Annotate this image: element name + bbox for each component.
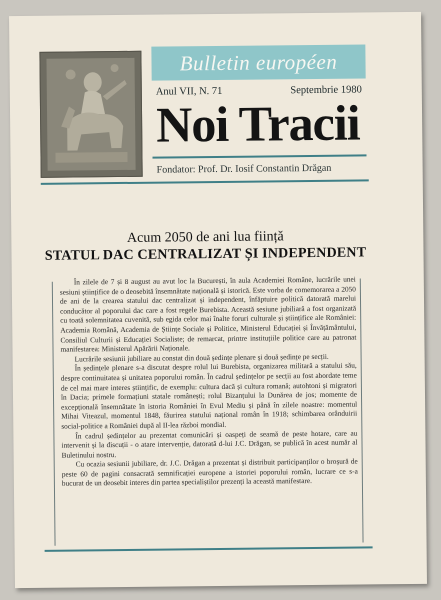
issue-date: Septembrie 1980 xyxy=(290,84,362,97)
article-paragraph: În cadrul ședințelor au prezentat comunicări și oaspeți de seamă de peste hotare, care au intervenit și la discuții - o atare intervenție, datorată d-lui J.C. Drăgan, se publică în acest număr al Buletinului nostru. xyxy=(61,428,358,460)
column-rule-right xyxy=(360,279,364,543)
issue-number: Anul VII, N. 71 xyxy=(155,85,223,98)
article-headline: STATUL DAC CENTRALIZAT ȘI INDEPENDENT xyxy=(44,245,367,264)
bottom-rule xyxy=(45,546,373,551)
article-paragraph: Lucrările sesiunii jubiliare au constat din două ședințe plenare și două ședințe pe secții. xyxy=(74,351,329,364)
header-rule xyxy=(41,179,369,184)
article-paragraph: În ședințele plenare s-a discutat despre rolul lui Burebista, organizarea militară a statului său, despre continuitatea și unitatea poporului român. În cadrul ședințelor pe secții au fost abordate teme de cel mai mare interes științific, de exemplu: cultura dacă și cultura romană; autohtoni și migratori în Dacia; primele formațiuni statale românești; rolul Bizanțului la Dunărea de jos; momente de excepțională însemnătate în istoria României în Evul Mediu și până în zilele noastre: momentul Mihai Viteazul, momentul 1848, făurirea statului național român în 1918; schimbarea orânduirii social-politice a României după al II-lea război mondial. xyxy=(60,360,358,431)
bulletin-page xyxy=(9,12,427,588)
dacian-horseman-relief-icon xyxy=(40,52,141,177)
article-kicker: Acum 2050 de ani lua ființă xyxy=(126,229,284,246)
article-paragraph: În zilele de 7 și 8 august au avut loc la București, în aula Academiei Române, lucrările unei sesiuni științifice de o deosebită însemnătate națională și istorică. Este vorba de comemorarea a 2050 de ani de la crearea statului dac centralizat și independent, înfăptuire politică datorată marelui conducător al poporului dac care a fost regele Burebista. Această sesiune jubiliară a fost organizată cu toată solemnitatea cuvenită, sub egida celor mai înalte foruri culturale și științifice ale României: Academia Română, Academia de Științe Sociale și Politice, Ministerul Educației și Învățământului, Consiliul Culturii și Educației Socialiste; de remarcat, printre instituțiile politice care au patronat manifestarea: Ministerul Apărării Naționale. xyxy=(59,274,357,354)
bulletin-banner: Bulletin européen xyxy=(151,44,365,80)
masthead-title: Noi Tracii xyxy=(155,94,360,153)
article-body xyxy=(60,275,358,489)
founder-line: Fondator: Prof. Dr. Iosif Constantin Drăgan xyxy=(156,162,332,176)
emblem-image xyxy=(39,51,142,178)
column-rule-left xyxy=(52,282,56,546)
article-paragraph: Cu ocazia sesiunii jubiliare, dr. J.C. Drăgan a prezentat și distribuit participanților o broșură de peste 60 de pagini consacrată semnificației europene a istoriei poporului român, lucrare ce s-a bucurat de un deosebit interes din partea specialiștilor prezenți la această manifestare. xyxy=(61,456,358,489)
